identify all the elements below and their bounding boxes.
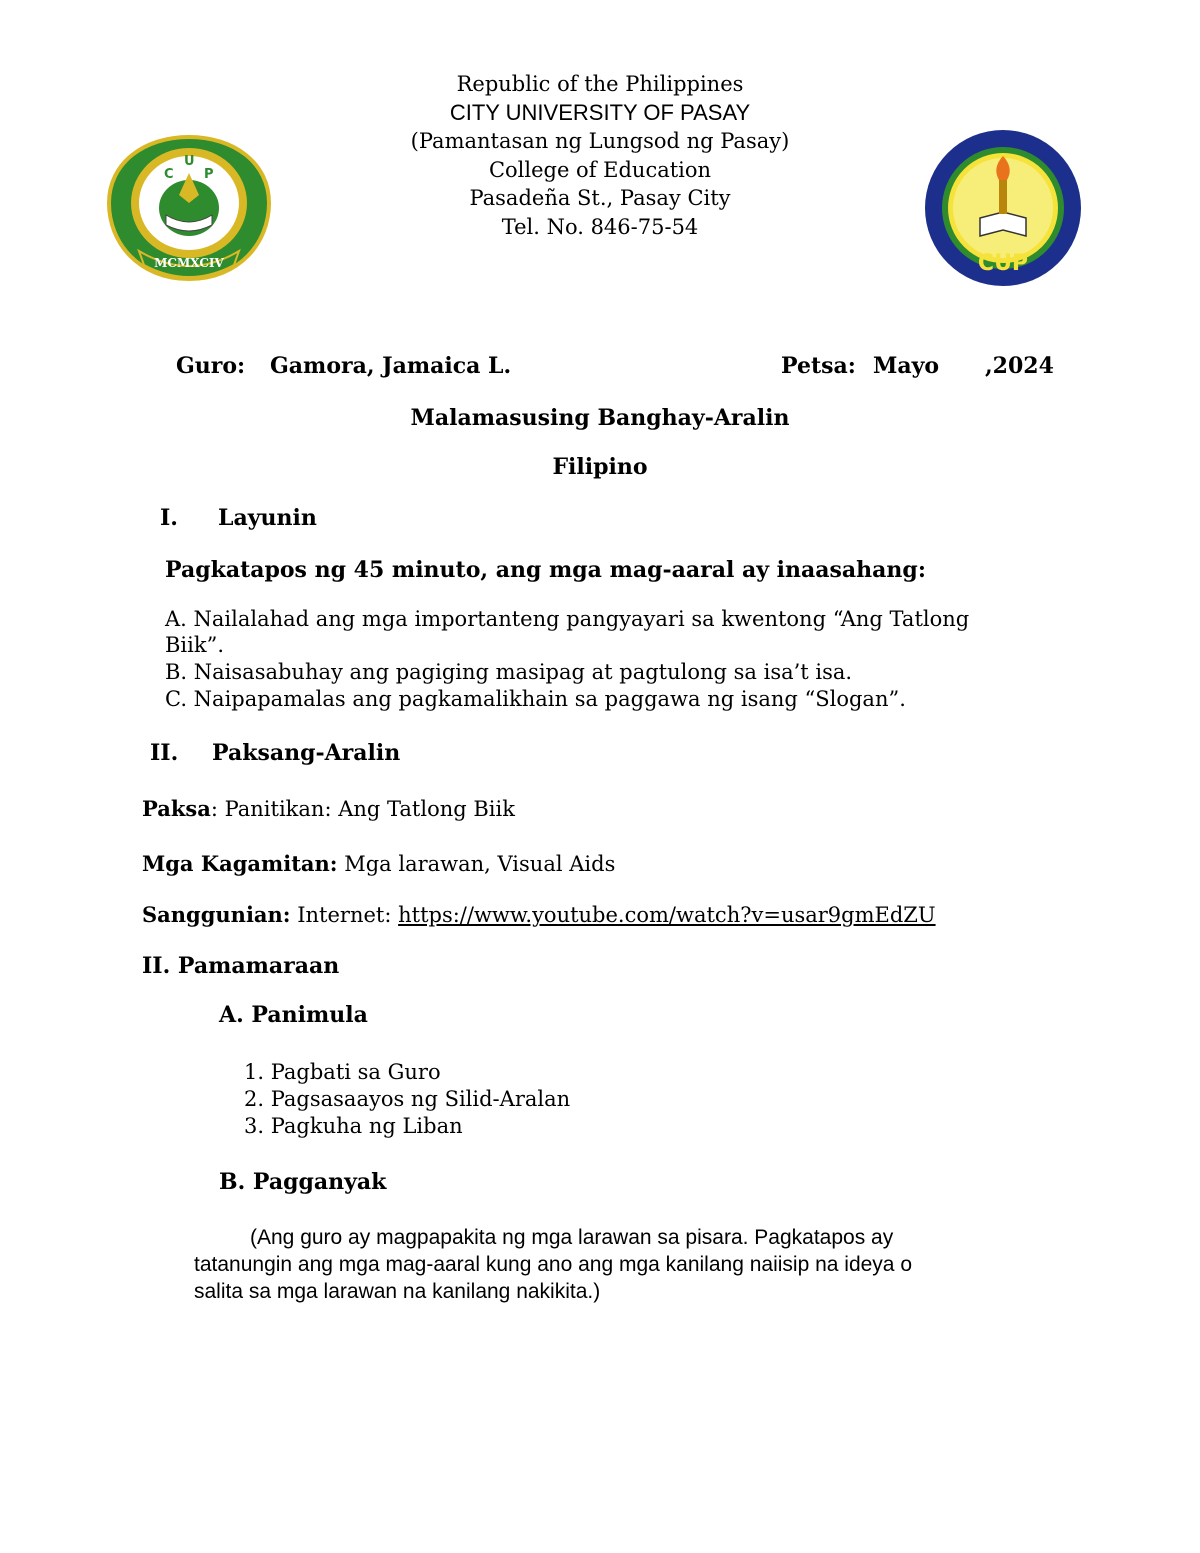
paksa-label: Paksa <box>142 796 211 821</box>
pagganyak-line2: tatanungin ang mga mag-aaral kung ano ang mga kanilang naiisip na ideya o <box>194 1253 912 1276</box>
sanggunian-row <box>142 902 936 927</box>
header-line-address: Pasadeña St., Pasay City <box>469 186 731 210</box>
sanggunian-link[interactable]: https://www.youtube.com/watch?v=usar9gmEdZU <box>398 903 936 927</box>
header-line-college: College of Education <box>488 157 712 182</box>
subject-title: Filipino <box>552 454 648 480</box>
svg-text:U: U <box>184 154 195 169</box>
college-of-education-logo <box>918 128 1088 288</box>
section-1-numeral: I. <box>160 505 178 531</box>
pagganyak-line1: (Ang guro ay magpapakita ng mga larawan sa pisara. Pagkatapos ay <box>250 1226 894 1249</box>
objective-b: B. Naisasabuhay ang pagiging masipag at pagtulong sa isa’t isa. <box>165 660 853 684</box>
pagganyak-line3: salita sa mga larawan na kanilang nakikita.) <box>194 1280 601 1303</box>
objective-c: C. Naipapamalas ang pagkamalikhain sa paggawa ng isang “Slogan”. <box>165 687 906 711</box>
pagganyak-paragraph <box>194 1224 1014 1305</box>
header-line-pamantasan: (Pamantasan ng Lungsod ng Pasay) <box>410 129 790 153</box>
coe-logo-letters: CUP <box>977 251 1029 276</box>
petsa-month: Mayo <box>873 353 940 379</box>
cup-seal-logo <box>104 133 274 283</box>
sanggunian-prefix: Internet: <box>290 903 399 927</box>
guro-label: Guro: <box>176 353 246 379</box>
paksa-value: : Panitikan: Ang Tatlong Biik <box>210 797 515 821</box>
letterhead <box>300 70 900 241</box>
section-2-heading: Paksang-Aralin <box>212 740 401 766</box>
header-line-university: CITY UNIVERSITY OF PASAY <box>449 99 751 125</box>
header-line-telephone: Tel. No. 846-75-54 <box>501 214 699 239</box>
panimula-heading: A. Panimula <box>219 1002 368 1028</box>
layunin-intro: Pagkatapos ng 45 minuto, ang mga mag-aaral ay inaasahang: <box>165 557 926 583</box>
petsa-year: ,2024 <box>985 353 1054 379</box>
kagamitan-label: Mga Kagamitan: <box>142 851 338 876</box>
list-item: 2. Pagsasaayos ng Silid-Aralan <box>244 1087 571 1111</box>
section-1-heading: Layunin <box>218 505 317 531</box>
kagamitan-value: Mga larawan, Visual Aids <box>337 852 616 876</box>
svg-text:C: C <box>164 167 174 182</box>
list-item: 3. Pagkuha ng Liban <box>244 1114 463 1138</box>
section-3-heading: II. Pamamaraan <box>142 953 340 979</box>
panimula-steps <box>244 1059 570 1140</box>
pagganyak-heading: B. Pagganyak <box>219 1169 387 1195</box>
list-item: 1. Pagbati sa Guro <box>244 1060 441 1084</box>
petsa-label: Petsa: <box>781 353 856 379</box>
objective-a-line2: Biik”. <box>165 633 225 657</box>
document-title: Malamasusing Banghay-Aralin <box>410 405 790 431</box>
paksa-row <box>142 796 515 821</box>
sanggunian-label: Sanggunian: <box>142 902 291 927</box>
section-2-numeral: II. <box>150 740 179 766</box>
kagamitan-row <box>142 851 615 876</box>
svg-text:P: P <box>204 167 214 182</box>
objective-a-line1: A. Nailalahad ang mga importanteng pangyayari sa kwentong “Ang Tatlong <box>165 607 970 631</box>
cup-seal-year: MCMXCIV <box>154 256 224 270</box>
header-line-republic: Republic of the Philippines <box>456 72 744 96</box>
guro-value: Gamora, Jamaica L. <box>270 353 512 379</box>
